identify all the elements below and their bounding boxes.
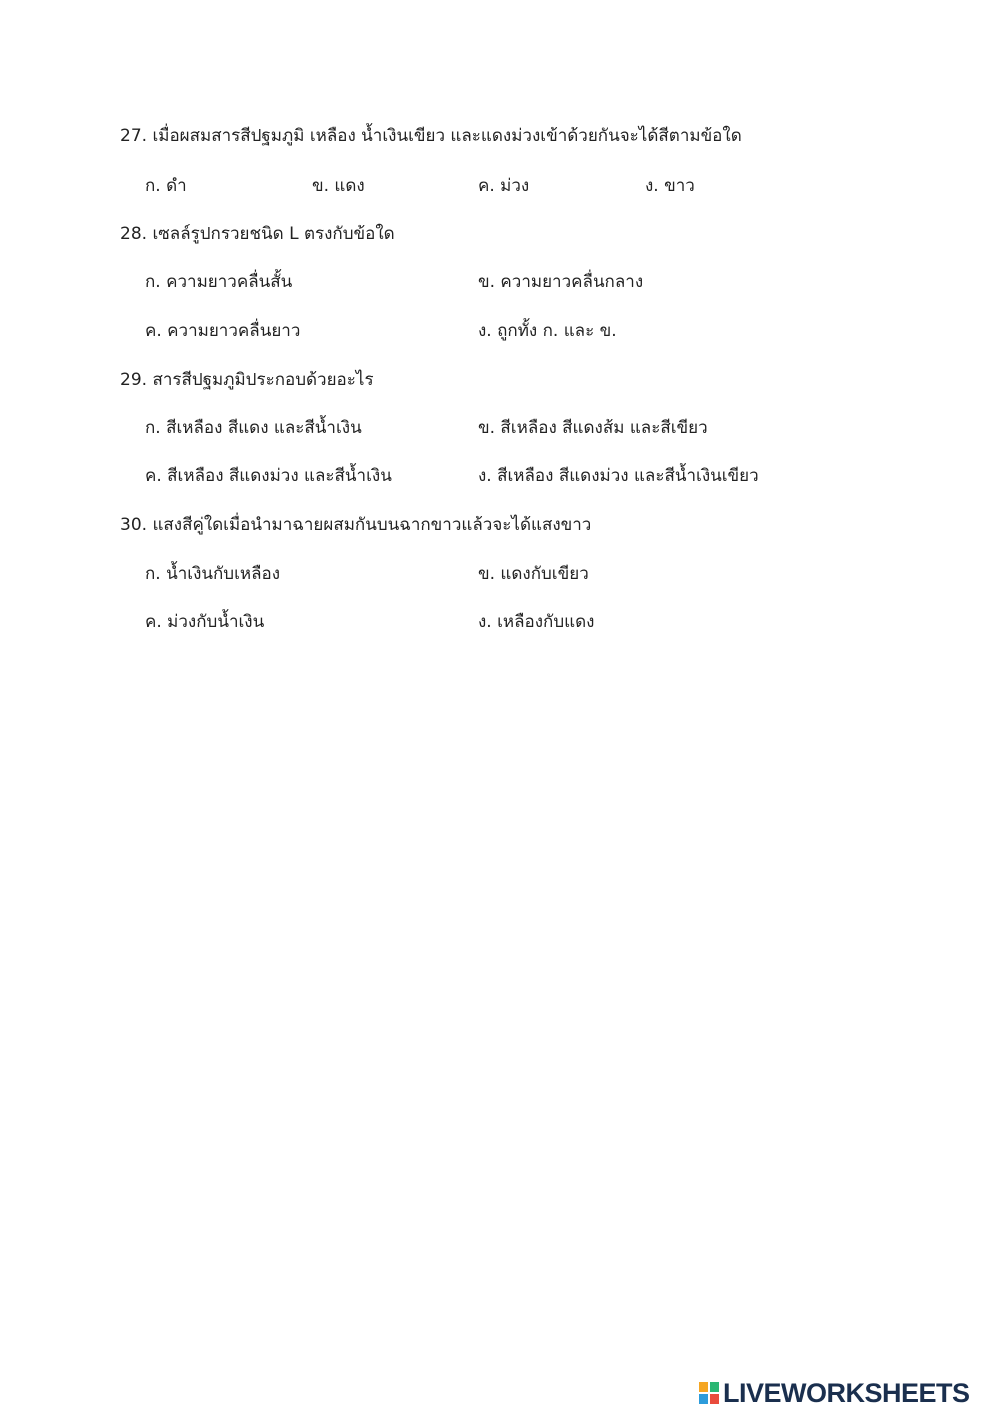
question-29: 29. สารสีปฐมภูมิประกอบด้วยอะไร	[120, 370, 374, 390]
logo-cell-icon	[709, 1393, 720, 1405]
q29-option-a: ก. สีเหลือง สีแดง และสีน้ำเงิน	[145, 418, 362, 438]
q27-option-b: ข. แดง	[312, 176, 365, 196]
q30-option-c: ค. ม่วงกับน้ำเงิน	[145, 612, 265, 632]
q27-option-d: ง. ขาว	[645, 176, 695, 196]
q29-option-c: ค. สีเหลือง สีแดงม่วง และสีน้ำเงิน	[145, 466, 392, 486]
logo-cell-icon	[698, 1393, 709, 1405]
question-27: 27. เมื่อผสมสารสีปฐมภูมิ เหลือง น้ำเงินเขียว และแดงม่วงเข้าด้วยกันจะได้สีตามข้อใด	[120, 126, 742, 146]
q30-option-a: ก. น้ำเงินกับเหลือง	[145, 564, 281, 584]
q28-option-b: ข. ความยาวคลื่นกลาง	[478, 272, 644, 292]
question-30: 30. แสงสีคู่ใดเมื่อนำมาฉายผสมกันบนฉากขาวแล้วจะได้แสงขาว	[120, 515, 592, 535]
q27-option-c: ค. ม่วง	[478, 176, 530, 196]
question-28: 28. เซลล์รูปกรวยชนิด L ตรงกับข้อใด	[120, 224, 395, 244]
q29-option-d: ง. สีเหลือง สีแดงม่วง และสีน้ำเงินเขียว	[478, 466, 759, 486]
q29-option-b: ข. สีเหลือง สีแดงส้ม และสีเขียว	[478, 418, 708, 438]
brand-text: LIVEWORKSHEETS	[723, 1378, 970, 1408]
q28-option-d: ง. ถูกทั้ง ก. และ ข.	[478, 321, 617, 341]
q28-option-a: ก. ความยาวคลื่นสั้น	[145, 272, 293, 292]
q30-option-d: ง. เหลืองกับแดง	[478, 612, 595, 632]
q30-option-b: ข. แดงกับเขียว	[478, 564, 589, 584]
liveworksheets-brand	[698, 1378, 970, 1408]
q27-option-a: ก. ดำ	[145, 176, 187, 196]
q28-option-c: ค. ความยาวคลื่นยาว	[145, 321, 301, 341]
liveworksheets-logo-icon	[698, 1381, 720, 1405]
logo-cell-icon	[698, 1381, 709, 1393]
logo-cell-icon	[709, 1381, 720, 1393]
